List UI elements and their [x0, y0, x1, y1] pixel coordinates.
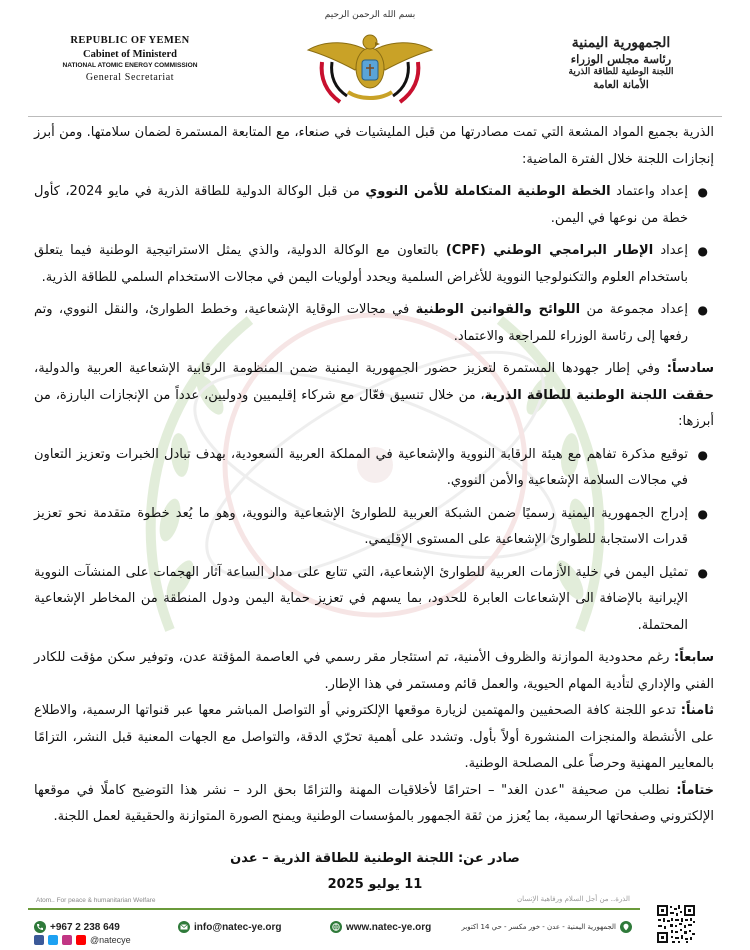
intro-paragraph: الذرية بجميع المواد المشعة التي تمت مصادرتها من قبل المليشيات في صنعاء، مع المتابعة المستمرة لضمان سلامتها. ومن أبرز إنجازات اللجنة خلال الفترة الماضية: — [34, 125, 714, 167]
footer-social — [34, 935, 131, 945]
youtube-icon[interactable] — [76, 935, 86, 945]
secretariat-name-en: General Secretariat — [85, 72, 175, 84]
footer-address: الجمهورية اليمنية - عدن - خور مكسر - حي 14 اكتوبر — [461, 917, 632, 937]
list-item: ● إدراج الجمهورية اليمنية رسميًا ضمن الشبكة العربية للطوارئ الإشعاعية والنووية، وهو ما يُعد خطوة متقدمة نحو تعزيز قدرات الاستجابة للطوارئ الإشعاعية على المستوى الإقليمي. — [34, 501, 688, 554]
section-sixth: سادساً: وفي إطار جهودها المستمرة لتعزيز حضور الجمهورية اليمنية ضمن المنظومة الرقابية الإشعاعية العربية والدولية، حققت اللجنة الوطنية للطاقة الذرية، من خلال تنسيق فعّال مع شركاء إقليميين ودوليين، عدداً من الإنجازات البارزة، من أبرزها: — [34, 361, 714, 429]
letter-body — [34, 120, 714, 831]
achievements-list — [34, 179, 714, 350]
email-icon — [178, 921, 190, 933]
commission-name-en: NATIONAL ATOMIC ENERGY COMMISSION — [62, 62, 198, 70]
commission-name-ar: اللجنة الوطنية للطاقة الذرية — [568, 67, 674, 78]
section-label: ثامناً: — [680, 703, 714, 718]
footer-phone: +967 2 238 649 — [34, 917, 120, 937]
country-name-ar: الجمهورية اليمنية — [571, 35, 671, 51]
section-label: سابعاً: — [674, 650, 714, 665]
besmala-calligraphy: بسم الله الرحمن الرحيم — [324, 10, 416, 20]
cabinet-name-ar: رئاسة مجلس الوزراء — [570, 52, 672, 67]
bullet-icon: ● — [697, 244, 708, 258]
list-item: ● إعداد مجموعة من اللوائح والقوانين الوطنية في مجالات الوقاية الإشعاعية، وخطط الطوارئ، والنقل النووي، وتم رفعها إلى رئاسة الوزراء للمراجعة والاعتماد. — [34, 297, 688, 350]
tagline-ar: الذرة.. من أجل السلام ورفاهية الإنسان — [516, 895, 630, 903]
section-seventh: سابعاً: رغم محدودية الموازنة والظروف الأمنية، تم استئجار مقر رسمي في العاصمة المؤقتة عدن، وتوفير سكن مؤقت للكادر الفني والإداري لتأدية المهام الحيوية، والعمل قائم ومستمر في هذا الإطار. — [34, 650, 714, 692]
secretariat-name-ar: الأمانة العامة — [593, 78, 649, 91]
bullet-icon: ● — [697, 565, 708, 580]
footer-email[interactable]: info@natec-ye.org — [178, 917, 282, 937]
issue-date: 11 يوليو 2025 — [327, 877, 423, 892]
header-divider — [28, 116, 722, 117]
section-eighth: ثامناً: تدعو اللجنة كافة الصحفيين والمهتمين لزيارة موقعها الإلكتروني أو التواصل المباشر معها عبر قنواتها الرسمية، والاطلاع على الأنشطة والمنجزات المنشورة أولاً بأول. وتشدد على أهمية تحرّي الدقة، والتواصل مع الجهات المعنية قبل النشر، التزامًا بالمعايير المهنية وحرصاً على المصلحة الوطنية. — [34, 703, 714, 771]
bullet-icon: ● — [697, 447, 708, 462]
letterhead — [0, 0, 750, 118]
yemen-eagle-emblem-icon — [300, 10, 440, 110]
globe-icon — [330, 921, 342, 933]
cabinet-name-en: Cabinet of Ministerd — [83, 49, 177, 61]
facebook-icon[interactable] — [34, 935, 44, 945]
bullet-icon: ● — [697, 303, 708, 317]
section-closing: ختاماً: نطلب من صحيفة "عدن الغد" – احترامًا لأخلاقيات المهنة والتزامًا بحق الرد – نشر هذا التوضيح كاملًا في موقعها الإلكتروني وصفحاتها الرسمية، بما يُعزز من ثقة الجمهور بالمؤسسات الوطنية ويمنح الصورة المتوازنة والحقيقية لعمل اللجنة. — [34, 782, 714, 824]
bullet-icon: ● — [697, 185, 708, 199]
social-handle: @natecye — [90, 935, 131, 945]
letter-footer — [0, 895, 750, 950]
letterhead-arabic-block — [526, 34, 716, 92]
section-label: ختاماً: — [676, 782, 714, 798]
letterhead-english-block — [30, 34, 230, 85]
phone-icon — [34, 921, 46, 933]
sixth-items-list — [34, 442, 714, 640]
issuer-line: صادر عن: اللجنة الوطنية للطاقة الذرية – عدن — [230, 851, 520, 866]
list-item: ● توقيع مذكرة تفاهم مع هيئة الرقابة النووية والإشعاعية في المملكة العربية السعودية، بهدف تبادل الخبرات وتعزيز التعاون في مجالات السلامة الإشعاعية والأمن النووي. — [34, 442, 688, 495]
bullet-icon: ● — [697, 506, 708, 521]
signature-block — [0, 846, 750, 898]
twitter-icon[interactable] — [48, 935, 58, 945]
list-item: ● تمثيل اليمن في خلية الأزمات العربية للطوارئ الإشعاعية، التي تتابع على مدار الساعة آثار الهجمات على المنشآت النووية الإيرانية بالإضافة الى الإشعاعات العابرة للحدود، بما يسهم في تعزيز حماية اليمن ودول المنطقة من المخاطر الإشعاعية المحتملة. — [34, 560, 688, 640]
footer-divider — [28, 908, 640, 910]
section-label: سادساً: — [666, 361, 714, 376]
list-item: ● إعداد الإطار البرامجي الوطني (CPF) بالتعاون مع الوكالة الدولية، والذي يمثل الاستراتيجية الوطنية فيما يتعلق باستخدام العلوم والتكنولوجيا النووية للأغراض السلمية ويحدد أولويات اليمن في مجالات الاستخدام السلمي للطاقة الذرية. — [34, 238, 688, 291]
instagram-icon[interactable] — [62, 935, 72, 945]
tagline-en: Atom.. For peace & humanitarian Welfare — [36, 897, 156, 904]
location-pin-icon — [620, 921, 632, 933]
list-item: ● إعداد واعتماد الخطة الوطنية المتكاملة للأمن النووي من قبل الوكالة الدولية للطاقة الذرية في مايو 2024، كأول خطة من نوعها في اليمن. — [34, 179, 688, 232]
country-name-en: REPUBLIC OF YEMEN — [70, 35, 190, 46]
footer-website[interactable]: www.natec-ye.org — [330, 917, 431, 937]
state-emblem — [300, 10, 440, 110]
qr-code-icon[interactable] — [656, 904, 696, 944]
